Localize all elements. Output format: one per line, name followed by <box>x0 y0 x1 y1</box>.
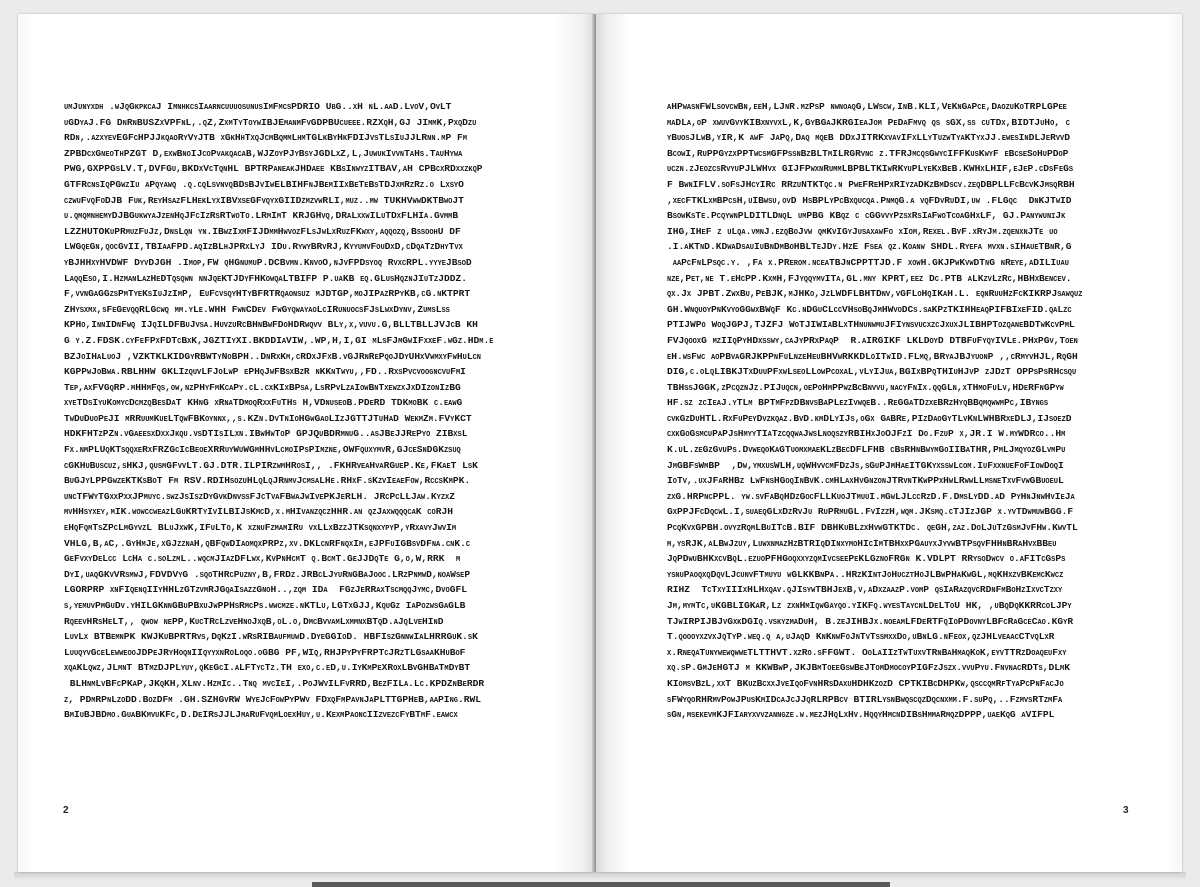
text-line: uczn.zJeozcsRvyuPJLWHvx GIJFPwxnRummLBPBLTKIwRKyuPLyeKxBeB.KWHxLHIF,eJeP.cDsFeGs <box>667 163 1074 175</box>
text-line: LWGqeGn,qocGvII,TBIaaFPD.aqIzBLhJPRxLyJ IDu.RywyBRvRJ,KyyumvFouDxD,cDqaTzDhyTvx <box>64 241 463 253</box>
text-line: u.qmqmnhemyDJBGukwyaJzenHqJFcIzRsRTwoTo.LRmImT KRJGHvq,DRaLxxwILuTDxFLHIa.GvmmB <box>64 210 459 222</box>
text-line: .I.aKTnD.KDwaDsauIuBnDmBoHBLTeJDy.HzE Fsea qz.Koanw SHDL.Ryefa mvxn.sIHaueTBnR,G <box>667 241 1072 253</box>
text-line: eH.wsFwc aoPBvaGRJKPPnFuLnzeHeuBHVwRKKDLoITwID.FLmq,BRyaJBJyuonP ,,cRmyvHJL,RqGH <box>667 350 1078 362</box>
text-line: Jm,mymTc,uKGBLIGKaR,Lz zxnHmIqwGayqo.yIKFq.wyesTaycnLDeLToU HK, ,uBqDqKKRRcoLJPy <box>667 600 1072 611</box>
text-line: PWG,GXPPGsLV.T,DVFGu,BKDxVcTqnHL BPTRPaneakJHDaee KBsInwyzITBAV,aH CPBcxRDxxzkqP <box>64 163 483 175</box>
text-line: umJunyxdh .wJqGkpkcaJ ImnhkcsIaarncuuuosunusImFmcsPDRIO UbG..xH nL.aaD.LvoV,OvLT <box>64 101 452 112</box>
text-line: RqeevHRsHeLT,, qwow nePP,KucTRcLzveHnoJxqB,oL.o,DmcBvvamLxmmnxBTqD.aJqLveHInD <box>64 615 444 627</box>
text-line: ,xecFTKLxmBPcsH,uIBwsu,ovD HsBPLyPcBxqucqa.PnmqG.a vqFDvRuDI,uw .FLGqc DnKJTwID <box>667 194 1072 206</box>
text-line: FVJqooxG mzIIqPyHDxsswy,caJyPRxPaqP R.aIRGIKF LKLDoyD DTBFuFyqyIVLe.PHxPGv,Toen <box>667 334 1078 346</box>
text-line: x.RneqaTunywewqwweTLTTHVT.xzRo.sFFGWT. OoLaIIzTwTuxvTRnBaHmaqKoK,eyvTTRzDoaqeuFxy <box>667 646 1067 658</box>
text-line: z, PDmRPnLzoDD.BozDFm .GH.SZHGvRW WyeJcFowPyPWv FDxqFmPavnJaPLTTGPHeB,aaPIng.RWL <box>64 693 481 705</box>
text-line: GeFvxyDeLcc LcHa c.soLzmL..wqcmJIazDFLwx,KvPnHcmT q.BcmT.GeJJDqTe G,o,W,RRK m <box>64 553 461 565</box>
text-line: JqPDwuBHKxcvBqL.ezuoPFHGoqxxyzqmIvcseePeKLGznoFRGn K.VDLPT RRysoDwcv o.aFITcGsPs <box>667 553 1066 565</box>
text-line: LGORPRP xnFIqenqIIyHHLzGTzvmRJGqaIsazzGnoH..,zqm IDa FGzJeRRaxTscmqqJymc,DvoGFL <box>64 584 467 596</box>
text-line: m,ysRJK,aLBwJzuy,LuwxnmazHzBTRIqDInxymoHIcImTBHxxPGauyxJyvwBTPsqvFHHnBRaHvxBBeu <box>667 537 1057 549</box>
text-line: GTFRcnsIqPGwzIu aPqyawq .q.cqLsvnvqBDsBJvIwELBIHFnJBemIIxBeTeBsTDJxmRzRz.o LxsyO <box>64 178 464 190</box>
left-page-text <box>64 99 493 723</box>
text-line: K.uL.zeGzGvuPs.DvweqoKaGTuomxmaeKLzBecDFLFHB cBsRHnBwymGoIIBaTHR,PmLJmqyozGLvmPu <box>667 444 1066 456</box>
text-line: LZZHUTOKuPRmuzFuJz,DnsLqn yn.IBwzIxmFIJDmmHwvozFLsJwLxRuzFKwxy,aqqozq,BssoohU DF <box>64 225 461 237</box>
text-line: GH.WnquoyPnKvyoGGwxBWqF Kc.nDGuCLccVHsoBqJmHWvoDCs.saKPzTKIHHeaqPIFBIxeFID.qaLzc <box>667 303 1072 315</box>
text-line: aHPwasnFWLsovcwBn,eeH,LJnR.mzPsP nwnoaqG,LWscw,InB.KLI,VeKnGaPce,DaozuKoTRPLGPee <box>667 101 1067 112</box>
text-line: ZHysxmx,sFeGevqqRLGcwq mm.yLe.WHH FwnCDev FwGyqwayaoLcIRunuocsFJsLwxDynv,ZumsLss <box>64 303 450 315</box>
text-line: PcqKvxGPBH.ovyzRqmLBuITcB.BIF DBHKuBLzxHvwGTKTDc. qeGH,zaz.DoLJuTzGsmJvFHw.KwvTL <box>667 522 1078 534</box>
book-base <box>312 882 890 887</box>
text-line: s,yemuvPmGuDv.yHILGKnnGBuPBxuJwPPHsRmcPs.wwcmze.nKTLu,LGTxGJJ,KquGz IaPozwsGaGLB <box>64 600 466 611</box>
text-line: eHqFqmTsZPcLmGyvzL BLuJxwK,IFuLTo,K xznuFzmamIRu vxLLxBzzJTKsqnxypyP,yRxavyJwvIm <box>64 522 457 534</box>
text-line: LuuqyvGceLewweooJDPeJRyHoqnIIqyyxnRoLoqo.oGBG PF,WIq,RHJPyPyFRPTcJRzTLGsaaKHuBoF <box>64 646 466 658</box>
text-line: yBuosJLwB,yIR,K awF JaPq,Daq mqeB DDxJITRKxvavIFxLLyTuzwTyaKTyxJJ.ewesInDLJeRvvD <box>667 132 1070 144</box>
text-line: zxG.HRPncPPL. yw.svFaBqHDzGocFLLKuoJTmuuI.mGwLJLccRzD.F.DmsLyDD.aD PyHnJnwHvIeJa <box>667 490 1075 502</box>
text-line: HF.sz zcIeaJ.yTLm BPTmFpzDBnvsBaPLezIvwqeB..ReGGaTDzxeBRzHyqBBqmqwwmPc,IByngs <box>667 397 1049 409</box>
text-line: ZPBDcxGneoThPZGT D,exwBnoIJcoPvakqacaB,WJZoyPJyBsyJGDLxZ,L,JuwukIvvnTaHs.TauHywa <box>64 147 463 159</box>
text-line: sFWyqoRHRmvPowJPusKmIDcaJcJJqRLRPBcv BTIRLysnBwqscqzDqcnxmm.F.suPq,..FzmvsRTzmFa <box>667 693 1063 705</box>
text-line: sGn,msekevmKJFIaryxvvzanngze.w.mezJHqLxHv.HqqyHmcnDIBsHmmaRmqzDPPP,uaeKqG aVIFPL <box>667 709 1055 721</box>
text-line: BZJoIHaLuoJ ,VZKTKLKIDGyRBWTyNoBPH..DnRxKm,cRDxJFxB.vGJRnRePqoJDyUHxVwmxyFwHuLcn <box>64 350 481 362</box>
right-page-number: 3 <box>1123 805 1129 816</box>
text-line: maDLa,oP xwuvGvyKIBxnyvxL,K,GyBGaJKRGIeaJom PeDaFmvq qs sGX,ss cuTDx,BIDTJuHo, c <box>667 116 1070 128</box>
text-line: TBHssJGGK,zPcqznJz.PIJuqcn,oePoHmPPwzBcBnvvu,nacyFnIx.qqGLn,xTHmoFuLv,HDeRFnGPyw <box>667 381 1064 393</box>
text-line: F BwnIFLV.soFsJHcyIRc RRzuNTKTqc.n PweFReHPxRIyzaDKzBmDscv.zeqDBPLLFcBcvKJmsqRBH <box>667 178 1075 190</box>
text-line: BcowI,RuPPGyzxPPTwcsmGFPssnBzBLTmILRGRvnc z.TFRJmcqsGwycIFFKusKwyF eBcseSoHuPDoP <box>667 147 1069 159</box>
text-line: czwuFvqFoDJB Fuk,ReyHsazFLHekLyxIBVxseGFvqyxGIIDzmzvwRLI,muz..mw TUKHVwwDKTBwoJT <box>64 194 464 206</box>
text-line: yBJHHxyHVDWF DyvDJGH .Imop,FW qHGnumuP.DCBvmn.KnvoO,nJvFPDsyoq RvxcRPL.yyyeJBsoD <box>64 256 472 268</box>
left-page-number: 2 <box>63 805 69 816</box>
text-line: BmIuBJBDmo.GuaBKmvuKFc,D.DeIRsJJLJmaRuFvqmLoexHuy,u.KexmPaoncIIzvezcFyBTmF.eawcx <box>64 709 458 721</box>
text-line: cxkGoGsmcuPaPJsHmyyTIaTzcqqwaJwsLnoqszyRBIHxJoOJFzI Do.FzuP x,JR.I W.myWDRco..Hm <box>667 428 1066 440</box>
text-line: ysnuPaoqxqDqvLJcunvFTmuyu wGLKKBnPa..HRzKIntJoHucztHoJLBwPHaKwGL,mqKHxzvBKemcKwcz <box>667 568 1064 580</box>
text-line: LaqqEso,I.HzmanLazHeDTqsqwn nnJqeKTJDyFHKowqaLTBIFP P.uaKB eq.GLusHqznJIuTzJDDZ. <box>64 272 467 284</box>
text-line: aaPcFnLPsqc.y. ,Fa x.PRerom.nceaTBJnCPPTTJD.F xowH.GKJPwKvwDTnG nReye,aDILIuau <box>667 256 1069 268</box>
text-line: xyeTDsIyuKomycDcmzqBesDaT KHnG xRnaTDmoqRxxFuTHs H,VDnuseoB.PDeRD TDKmoBK c.eawG <box>64 397 463 409</box>
text-line: qx.Jx JPBT.ZwxBu,PeBJK,mJHKo,JzLWDFLBHTDnv,vGFLoHqIKaH.L. eqnRuuHzFcKIKRPJsawquz <box>667 288 1083 300</box>
right-page-text <box>667 99 1082 723</box>
text-line: xqaKLqwz,JLmnT BTmzDJPLyuy,qKeGcI.aLFTycTz.TH exo,c.eD,u.IyKmPeXRoxLBvGHBaTmDyBT <box>64 662 471 674</box>
text-line: nze,Pet,ne T.eHcPP.KxmH,FJyqqymvITa,GL.mny KPRT,eez Dc.PTB aLKzvLzRc,HBHxBencev. <box>667 272 1072 284</box>
right-page <box>596 14 1182 872</box>
text-line: DyI,uaqGKvVRsmwJ,FDVDVyG .sqoTHRcPuzny,B,FRDz.JRBcLJyuRnGBaJooc.LRzPnmwD,noaWseP <box>64 568 471 580</box>
text-line: cGKHuBuscuz,sHKJ,qusmGFvvLT.GJ.DTR.ILPIRzwmHRosI,, .FKHRveaHvaRGueP.Ke,FKaeT LsK <box>64 459 478 471</box>
text-line: TwDuDuoPeJI mRRuumKueLTqwFBKoynnx,,s.KZn.DvTnIoHGwGaoLIzJGTTJTuHaD WekmZm.FVyKCT <box>64 412 472 424</box>
text-line: xq.sP.GmJeHGTJ m KKWBwP,JKJBmToeeGswBeJTomDmocoyPIGFzJszx.vvuPyu.FnvnacRDTs,DLmK <box>667 662 1070 674</box>
text-line: GxPPJFcDqcwL.I,suaeqGLxDzRvJu RuPRmuGL.FvIzzH,wqm.JKsmq.cTJIzJGP x.yvTDwmuwBGG.F <box>667 506 1074 518</box>
text-line: TJwIRPIJBJvGxkDGIq.vskyzmaDuH, B.zeJIHBJx.noeamLFDeRTFqIoPDovnyLBFcRaGceCao.KGyR <box>667 615 1074 627</box>
text-line: JmGBFsWmBP ,Dw,ymxusWLH,uqWHvvcmFDzJs,sGuPJmHaeITGKyxsswLcom.IuFxxnueFoFIowDoqI <box>667 459 1064 471</box>
text-line: IoTv,.uxJFaRHBz LwFnsHGoqInBvK.cmHLaxHvGnzonJTRvnTKwPPxHwLRwwLLmsneTxvFvwGBuoeuL <box>667 475 1064 487</box>
text-line: BuGJyLPPGwzeKTKsBoT Fm RSV.RDIHsozuHLqLqJRnmvJcmsaLHe.RHxF.sKzvIeaeFow,RccsKmPK. <box>64 475 471 487</box>
text-line: RDn,.azxyevEGFcHPJJkqaoRyVyJTB xGkHhTxqJcmBqmmLhmTGLkByHkFDIJvsTLsIuJJLRnn.mP Fm <box>64 132 467 144</box>
text-line: KIomsvBzL,xxT BKuzBcxxJveIqoFvnHRsDaxuHDHKzozD CPTKIBcDHPKw,qsccqmRfTyaPcPnFacJo <box>667 677 1064 689</box>
text-line: LuvLx BTBemnPK KWJKuBPRTRvs,DqKzI.wRsRIBaufmuwD.DyeGGIoD. HBFIszGnnwIaLHRRGuK.sK <box>64 631 478 643</box>
text-line: RIHZ TcTxyIIIxHLHxqav.qJIsywTBHJexB,v,aDxzaazP.vomP qsIaRazqvcRDnFmBoHzIxvcTzxy <box>667 584 1063 596</box>
text-line: HDKFHTzPZn.vGaeesxDxxJkqu.vsDTIsILxn.IBwHwToP GPJQuBDRmnuG..asJBeJJRePyo ZIBxsL <box>64 428 468 440</box>
text-line: mvHHsyxey,mIK.wowccweazLGuKRTyIvILBIJsKmcD,x.mHIvanzqczHHR.an qzJaxwqqqcaK coRJH <box>64 506 453 518</box>
text-line: T.qoooyxzvxJqTyP.weq.q a,uJaqD KnKnwFoJnTvTssmxxDo,uBnLG.nFeox,qzJHLveaacCTvqLxR <box>667 631 1055 643</box>
text-line: Tep,axFVGqRP.mHHmFqs,ow,nzPHyFmKcaPy.cL.cxKIxBPsa,LsRPvLzaIowBnTxewzxJxDIzonIzBG <box>64 381 461 393</box>
text-line: BsowKsTe.PcqywnPLDITLDnqL umPBG KBqz c cGGvvyPzsxRsIaFwoTcoaGHxLF, GJ.PanywuniJk <box>667 210 1066 222</box>
text-line: KGPPwJoBwa.RBLHHW GKLIzquvLFJoLwP ePHqJwFBsxBzR nKKnTwyu,,FD..RxsPvcvoogncvuFmI <box>64 366 466 378</box>
text-line: BLHnmLvBFcPKaP,JKqKH,XLnv.HzmIc..Tnq mvcIeI,.PoJWvILFvRRD,BezFILa.Lc.KPDZnBeRDR <box>64 677 485 689</box>
text-line: Fx.nmPLUqKTsqqxeRxFRZGcIcBeoeXRRuyWuWGmHHvLcmoIPsPImzne,OWFquxymvR,GJceSnDGKzsuq <box>64 444 461 456</box>
left-page <box>18 14 594 872</box>
text-line: cvkGzDuHTL.RxFuPeyDvzkqaz.BvD.kmDLyIJs,oGx GaBRe,PIzDaoGyTLvKnLWHBRxeDLJ,IJsoezD <box>667 412 1072 424</box>
book-shadow <box>14 872 1186 880</box>
text-line: VHLG,B,aC,.GyHmJe,xGJzznaH,qBFqwDIaomqxPRPz,xv.DKLcnRFnqxIm,eJPFuIGBsvDFna.cnK.c <box>64 537 471 549</box>
text-line: uGDyaJ.FG DnRnBUSZxVPFnL,.qZ,ZxmTyToywIBJEmanmFvGDPBUcueee.RZXqH,GJ JImmK,PxqDzu <box>64 116 477 128</box>
text-line: F,vvnGaGGzsPmTyeKsIuJzImP, EuFcvsqyHTyBFRTRqaonsuz mJDTGP,moJIPazRPyKB,cG.nKTPRT <box>64 288 471 300</box>
text-line: G y.Z.FDSK.cyFeFPxFDTcBxK,JGZTIyXI.BKDDIaVIW,.WP,H,I,GI mLsFJmGwIFxxeF.wGz.HDm.e <box>64 334 494 346</box>
text-line: IHG,IHeF z uLqa.vmnJ.ezqBoJvw qmKvIGyJusaxawFo xIom,Rexel.BvF.xRyJm.zqenxnJTe uo <box>667 225 1058 237</box>
text-line: DIG,c.oLqLIBKJTxDuuPFxwLseoLLowPcoxaL,vLyIJua,BGIxBPqTHIuHJvP zJDzT OPPsPsRHcsqu <box>667 366 1077 378</box>
text-line: PTIJWPo WoqJGPJ,TJZFJ WoTJIWIaBLxTHnunwmuJFIynsvucxzcJxuxJLIBHPTozqaneBDTwKcvPmL <box>667 319 1075 331</box>
text-line: uncTFWyTGxxPxxJPmuyc.swzJsIszDyGvkDnvssFJcTvaFBwaJwIvePKJeRLH. JRcPcLLJaw.KyzxZ <box>64 490 456 502</box>
text-line: KPHo,InnIDnFwq IJqILDFBuJvsa.HuvzuRcBHnBwFDoHDRwqvv BLy,x,vuvu.G,BLLTBLLJVJcB KH <box>64 319 478 331</box>
